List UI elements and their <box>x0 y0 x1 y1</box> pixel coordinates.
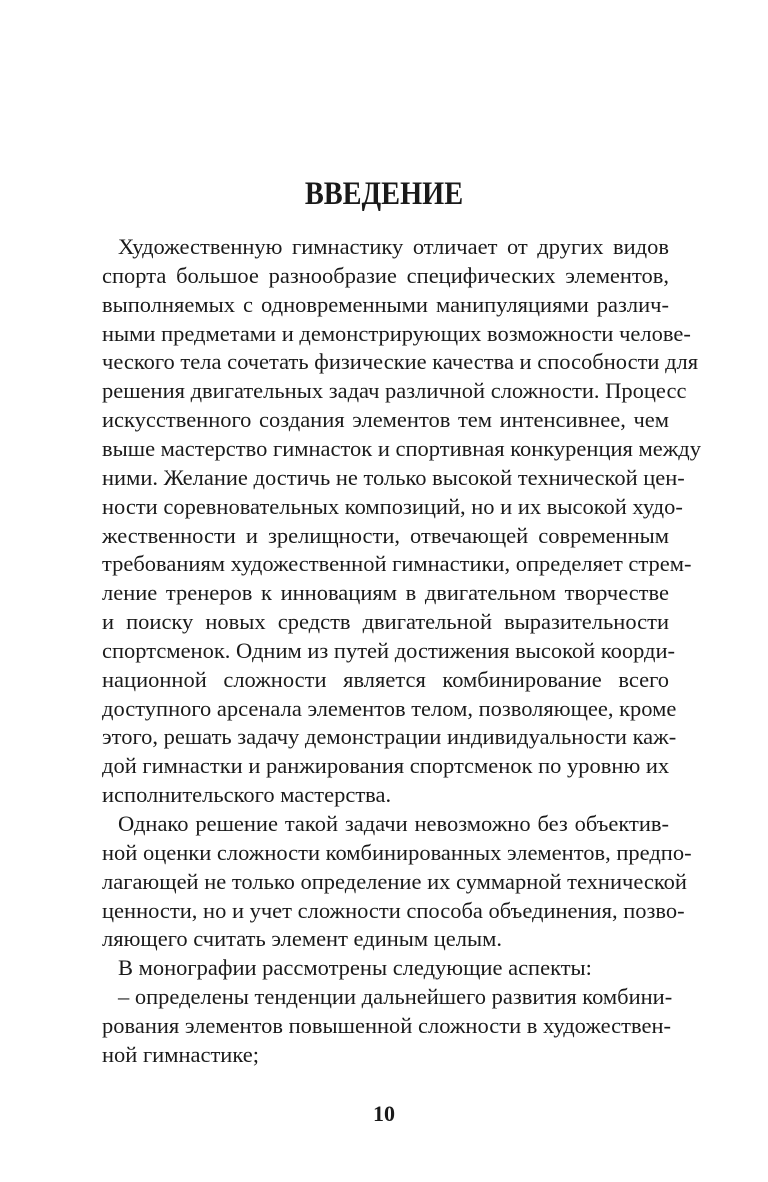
text-line: ными предметами и демонстрирующих возможности челове- <box>102 320 691 346</box>
text-line: ной оценки сложности комбинированных элементов, предпо- <box>102 839 692 865</box>
text-line: – определены тенденции дальнейшего развития комбини- <box>118 984 673 1010</box>
text-line: лагающей не только определение их суммарной технической <box>102 868 687 894</box>
text-line: ческого тела сочетать физические качества и способности для <box>102 349 699 375</box>
chapter-title: ВВЕДЕНИЕ <box>304 176 464 212</box>
text-line: Однако решение такой задачи невозможно без объектив- <box>118 811 669 836</box>
text-line: национной сложности является комбинирование всего <box>102 666 669 692</box>
text-line: ности соревновательных композиций, но и их высокой худо- <box>102 493 683 519</box>
text-line: ление тренеров к инновациям в двигательном творчестве <box>102 580 669 606</box>
text-line: требованиям художественной гимнастики, определяет стрем- <box>102 551 692 577</box>
text-line: ной гимнастике; <box>102 1041 259 1067</box>
text-line: и поиску новых средств двигательной выразительности <box>102 609 669 635</box>
text-line: выше мастерство гимнасток и спортивная конкуренция между <box>102 435 701 461</box>
text-line: спорта большое разнообразие специфических элементов, <box>102 262 669 288</box>
text-line: ними. Желание достичь не только высокой технической цен- <box>102 464 685 490</box>
text-line: рования элементов повышенной сложности в художествен- <box>102 1012 672 1038</box>
text-line: ляющего считать элемент единым целым. <box>102 926 502 952</box>
text-line: исполнительского мастерства. <box>102 782 392 808</box>
text-line: решения двигательных задач различной сложности. Процесс <box>102 378 687 404</box>
text-line: жественности и зрелищности, отвечающей современным <box>102 522 669 548</box>
text-line: выполняемых с одновременными манипуляциями различ- <box>102 291 669 317</box>
text-line: Художественную гимнастику отличает от других видов <box>118 234 669 259</box>
text-line: дой гимнастки и ранжирования спортсменок по уровню их <box>102 753 670 779</box>
text-line: ценности, но и учет сложности способа объединения, позво- <box>102 897 685 923</box>
text-line: В монографии рассмотрены следующие аспекты: <box>118 955 592 981</box>
page-number: 10 <box>373 1101 395 1126</box>
text-line: спортсменок. Одним из путей достижения высокой коорди- <box>102 637 676 663</box>
text-line: этого, решать задачу демонстрации индивидуальности каж- <box>102 724 677 750</box>
text-line: доступного арсенала элементов телом, позволяющее, кроме <box>102 695 677 721</box>
text-line: искусственного создания элементов тем интенсивнее, чем <box>102 407 669 433</box>
